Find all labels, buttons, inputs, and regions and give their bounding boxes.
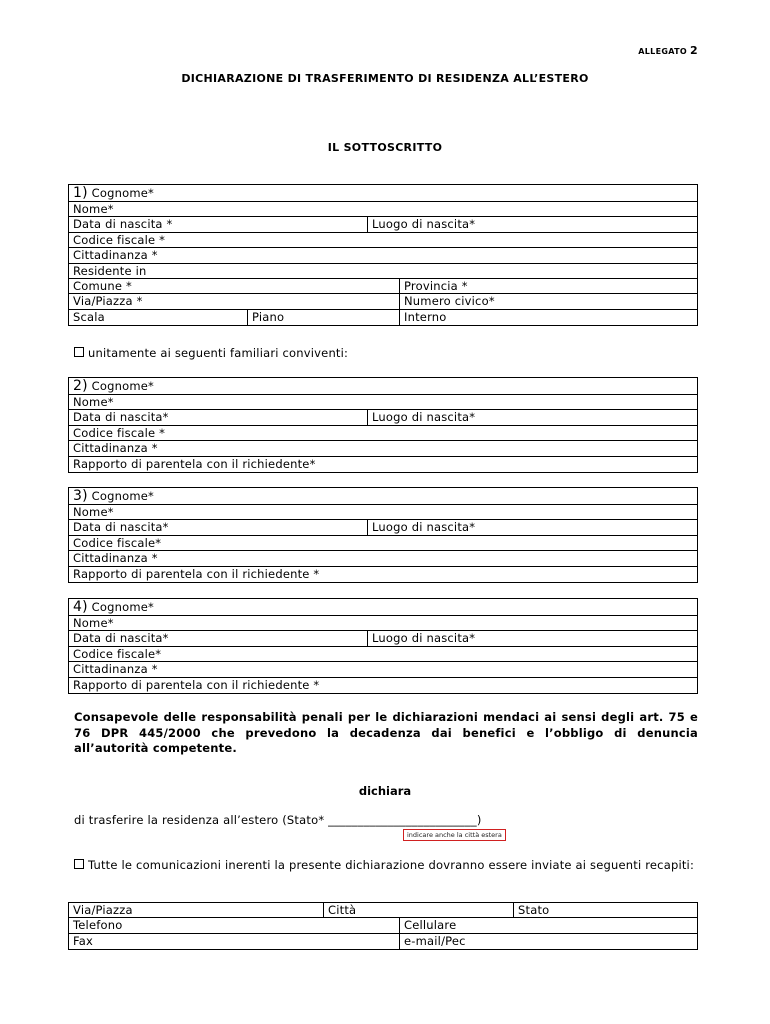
allegato-number: 2 [690,44,698,57]
document-subtitle: IL SOTTOSCRITTO [327,141,443,154]
s2-row-rapporto [69,457,697,472]
s3-row-rapporto [69,567,697,582]
familiari-label: unitamente ai seguenti familiari conviventi: [88,346,349,360]
s2-rapporto-field[interactable]: Rapporto di parentela con il richiedente* [73,456,316,471]
s3-row-nome [69,505,697,520]
recapiti-via-field[interactable]: Via/Piazza [73,903,133,917]
s2-row-data [69,410,697,425]
s4-row-cognome [69,599,697,616]
s3-cognome-label: Cognome* [91,489,154,503]
section-1-table [68,184,698,326]
s4-rapporto-field[interactable]: Rapporto di parentela con il richiedente * [73,677,320,692]
section-3-table [68,487,698,583]
comunicazioni-checkbox[interactable] [74,859,84,869]
recapiti-row-telefono [69,918,697,933]
s2-nome-field[interactable]: Nome* [73,395,114,409]
s1-luogo-nascita-field[interactable]: Luogo di nascita* [367,217,475,231]
s1-row-data [69,217,697,232]
s3-cittadinanza-field[interactable]: Cittadinanza * [73,551,158,566]
document-title: DICHIARAZIONE DI TRASFERIMENTO DI RESIDENZA ALL’ESTERO [181,72,589,85]
s1-residente-label: Residente in [73,263,147,278]
recapiti-row-via [69,903,697,918]
s1-comune-field[interactable]: Comune * [73,278,132,293]
s2-cognome-field[interactable] [69,378,154,394]
recapiti-cellulare-field[interactable]: Cellulare [399,918,456,932]
allegato-text: ALLEGATO [638,47,687,56]
familiari-checkbox-line [74,346,348,360]
s1-cognome-field[interactable] [69,185,154,201]
s1-number: 1) [73,185,88,201]
s1-provincia-field[interactable]: Provincia * [399,279,468,293]
recapiti-citta-field[interactable]: Città [323,903,356,917]
s3-row-data [69,520,697,535]
s2-number: 2) [73,378,88,394]
s3-row-cf [69,536,697,551]
recapiti-table [68,902,698,950]
s1-row-residente [69,264,697,279]
s3-luogo-nascita-field[interactable]: Luogo di nascita* [367,520,475,534]
s4-cognome-label: Cognome* [91,600,154,614]
recapiti-email-field[interactable]: e-mail/Pec [399,934,466,949]
s2-row-cittadinanza [69,441,697,456]
s3-cognome-field[interactable] [69,488,154,504]
s4-codice-fiscale-field[interactable]: Codice fiscale* [73,646,162,661]
s1-piano-field[interactable]: Piano [247,310,284,325]
s4-row-rapporto [69,678,697,693]
familiari-checkbox[interactable] [74,347,84,357]
responsabilita-warning: Consapevole delle responsabilità penali per le dichiarazioni mendaci ai sensi degli art. 75 e 76 DPR 445/2000 che prevedono la decadenza dai benefici e l’obbligo di denuncia all’autorità competente. [74,710,698,755]
s1-row-cittadinanza [69,248,697,263]
s1-row-nome [69,202,697,217]
s3-rapporto-field[interactable]: Rapporto di parentela con il richiedente * [73,566,320,581]
s2-row-cognome [69,378,697,395]
s3-number: 3) [73,488,88,504]
section-4-table [68,598,698,694]
s3-row-cittadinanza [69,551,697,566]
s1-interno-field[interactable]: Interno [399,310,447,325]
recapiti-row-fax [69,934,697,949]
section-2-table [68,377,698,473]
s1-row-scala [69,310,697,325]
s4-nome-field[interactable]: Nome* [73,616,114,630]
s1-cognome-label: Cognome* [91,186,154,200]
s1-data-nascita-field[interactable]: Data di nascita * [73,217,173,232]
s1-row-cf [69,233,697,248]
s4-row-data [69,631,697,646]
dichiara-heading: dichiara [358,784,412,798]
s1-codice-fiscale-field[interactable]: Codice fiscale * [73,232,166,247]
s3-nome-field[interactable]: Nome* [73,505,114,519]
s1-scala-field[interactable]: Scala [73,309,105,324]
s1-nome-field[interactable]: Nome* [73,202,114,216]
s1-cittadinanza-field[interactable]: Cittadinanza * [73,248,158,263]
s2-cognome-label: Cognome* [91,379,154,393]
recapiti-telefono-field[interactable]: Telefono [73,918,123,933]
trasferire-line[interactable]: di trasferire la residenza all’estero (Stato* _________________________) [74,813,482,827]
s4-cittadinanza-field[interactable]: Cittadinanza * [73,662,158,677]
comunicazioni-line [74,857,698,873]
s2-data-nascita-field[interactable]: Data di nascita* [73,410,169,425]
s3-data-nascita-field[interactable]: Data di nascita* [73,520,169,535]
recapiti-stato-field[interactable]: Stato [513,903,549,917]
s4-row-nome [69,616,697,631]
recapiti-fax-field[interactable]: Fax [73,933,94,948]
s4-cognome-field[interactable] [69,599,154,615]
comunicazioni-label: Tutte le comunicazioni inerenti la presente dichiarazione dovranno essere inviate ai seguenti recapiti: [88,858,695,872]
s2-row-nome [69,395,697,410]
s1-row-via [69,294,697,309]
citta-estera-note: indicare anche la città estera [403,829,506,841]
s4-number: 4) [73,599,88,615]
allegato-label [638,44,698,57]
s1-numero-civico-field[interactable]: Numero civico* [399,294,495,308]
s4-luogo-nascita-field[interactable]: Luogo di nascita* [367,631,475,645]
s1-row-cognome [69,185,697,202]
s2-cittadinanza-field[interactable]: Cittadinanza * [73,441,158,456]
s4-row-cf [69,647,697,662]
s4-row-cittadinanza [69,662,697,677]
s1-row-comune [69,279,697,294]
s3-row-cognome [69,488,697,505]
s4-data-nascita-field[interactable]: Data di nascita* [73,631,169,646]
s1-via-field[interactable]: Via/Piazza * [73,294,143,309]
s2-luogo-nascita-field[interactable]: Luogo di nascita* [367,410,475,424]
s3-codice-fiscale-field[interactable]: Codice fiscale* [73,535,162,550]
s2-row-cf [69,426,697,441]
s2-codice-fiscale-field[interactable]: Codice fiscale * [73,425,166,440]
